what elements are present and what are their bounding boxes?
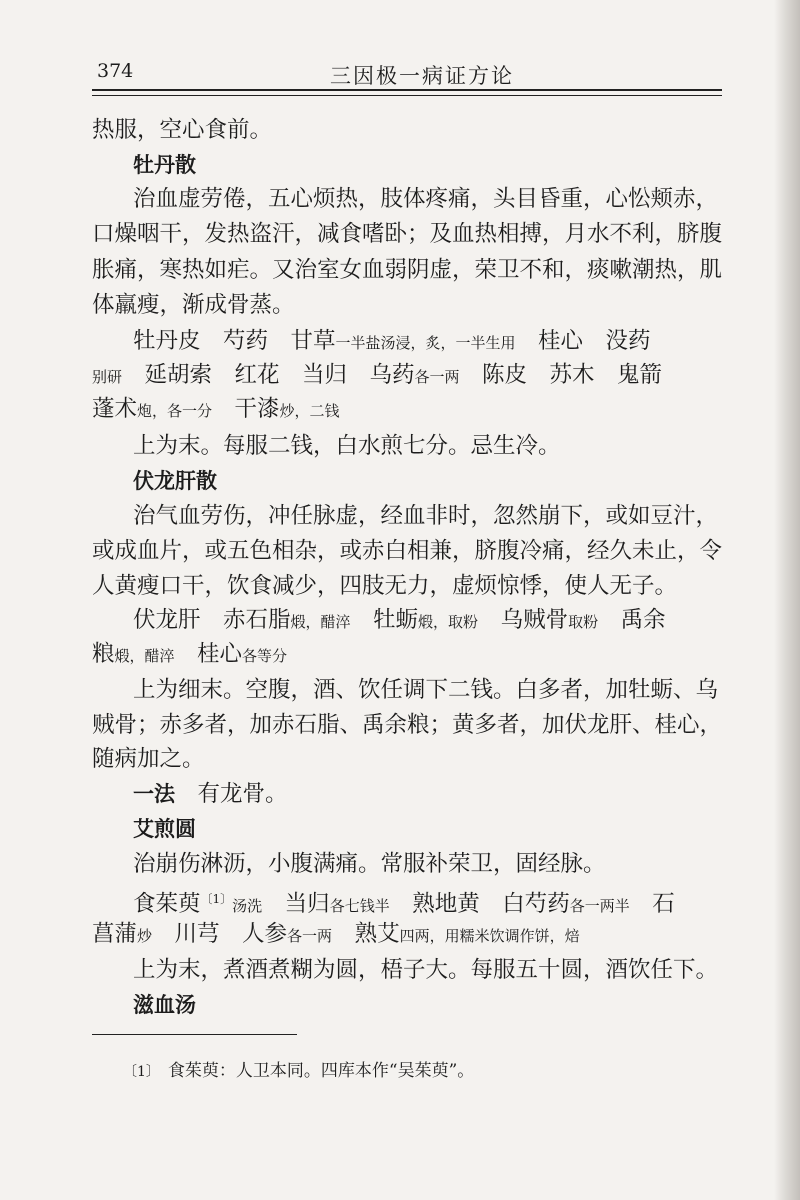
ingredient-line [133,605,666,637]
header-rule-thin [92,95,722,96]
annotation-note: 炒 [137,927,153,945]
text-segment: 熟地黄 白芍药 [389,891,570,917]
text-segment: 菖蒲 [92,921,138,947]
annotation-note: 炮，各一分 [137,402,213,420]
text-segment: 干漆 [212,396,280,422]
formula-heading: 伏龙肝散 [133,469,217,493]
ingredient-line [92,639,287,671]
text-segment: 陈皮 苏木 鬼箭 [459,362,663,388]
text-line: 热服，空心食前。 [92,117,273,143]
variant-note-line [133,779,288,809]
annotation-note: 四两，用糯米饮调作饼，焙 [399,927,580,945]
text-segment: 桂心 [174,641,243,667]
ingredient-line [92,394,340,426]
annotation-note: 各七钱半 [329,897,390,915]
text-segment: 石 [629,891,675,917]
text-line: 人黄瘦口干，饮食减少，四肢无力，虚烦惊悸，使人无子。 [92,573,678,599]
text-segment: 川芎 人参 [152,921,288,947]
page-header [0,0,800,100]
text-line: 或成血片，或五色相杂，或赤白相兼，脐腹冷痛，经久未止，令 [92,538,723,564]
text-line: 上为末。每服二钱，白水煎七分。忌生冷。 [133,433,561,459]
text-line: 治崩伤淋沥，小腹满痛。常服补荣卫，固经脉。 [133,851,606,877]
text-segment: 延胡索 红花 当归 乌药 [122,362,415,388]
annotation-note: 煅，醋淬 [290,613,351,631]
text-segment: 蓬术 [92,396,138,422]
annotation-note: 各等分 [242,647,288,665]
annotation-note: 煅，醋淬 [114,647,175,665]
text-segment: 乌贼骨 [478,607,569,633]
page-number: 374 [97,60,134,82]
text-line: 治血虚劳倦，五心烦热，肢体疼痛，头目昏重，心忪颊赤， [133,186,719,212]
text-line: 上为末，煮酒煮糊为圆，梧子大。每服五十圆，酒饮任下。 [133,957,719,983]
text-line: 胀痛，寒热如疟。又治室女血弱阴虚，荣卫不和，痰嗽潮热，肌 [92,257,723,283]
text-segment: 粮 [92,641,115,667]
annotation-note: 各一两 [287,927,333,945]
text-segment: 有龙骨。 [175,781,288,807]
text-segment: 牡丹皮 芍药 甘草 [133,328,336,354]
annotation-note: 别研 [92,368,123,386]
text-line: 上为细末。空腹，酒、饮任调下二钱。白多者，加牡蛎、乌 [133,677,719,703]
annotation-note: 取粉 [568,613,599,631]
annotation-note: 汤洗 [232,897,263,915]
header-rule [92,89,722,91]
annotation-note: 煅，取粉 [418,613,479,631]
formula-heading: 艾煎圆 [133,817,196,841]
annotation-note: 炒，二钱 [279,402,340,420]
page-edge-shadow [774,0,800,1200]
ingredient-line [92,360,662,392]
footnote-ref: 〔1〕 [200,892,233,906]
text-line: 口燥咽干，发热盗汗，减食嗜卧；及血热相搏，月水不利，脐腹 [92,221,723,247]
annotation-note: 各一两半 [569,897,630,915]
formula-heading: 滋血汤 [133,993,196,1017]
footnote-rule [92,1034,297,1035]
text-line: 贼骨；赤多者，加赤石脂、禹余粮；黄多者，加伏龙肝、桂心， [92,712,723,738]
running-title: 三因极一病证方论 [330,64,514,88]
formula-heading: 牡丹散 [133,153,196,177]
text-segment: 食茱萸 [133,891,201,917]
footnote [123,1056,474,1081]
text-segment: 熟艾 [332,921,400,947]
text-segment: 伏龙肝 赤石脂 [133,607,291,633]
bold-label: 一法 [133,782,175,806]
text-segment: 牡蛎 [350,607,419,633]
ingredient-line [92,919,580,951]
text-segment: 当归 [262,891,330,917]
ingredient-line [133,326,651,358]
text-segment: 禹余 [598,607,666,633]
annotation-note: 各一两 [414,368,460,386]
text-line: 随病加之。 [92,746,205,772]
text-line: 治气血劳伤，冲任脉虚，经血非时，忽然崩下，或如豆汁， [133,503,719,529]
footnote-mark: 〔1〕 [123,1064,160,1080]
annotation-note: 一半盐汤浸，炙，一半生用 [335,334,516,352]
text-line: 体羸瘦，渐成骨蒸。 [92,292,295,318]
footnote-text: 食茱萸：人卫本同。四库本作“吴茱萸”。 [167,1061,475,1081]
ingredient-line [133,884,675,921]
text-segment: 桂心 没药 [515,328,651,354]
